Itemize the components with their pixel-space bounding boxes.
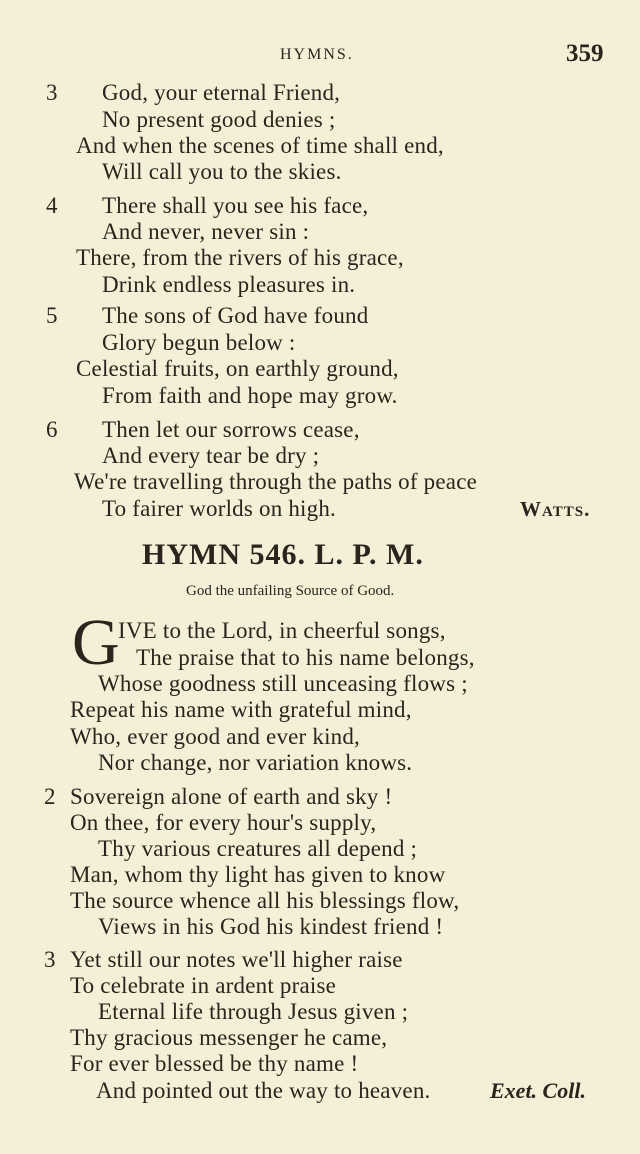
- verse-line: IVE to the Lord, in cheerful songs,: [118, 618, 446, 643]
- hymn-subtitle: God the unfailing Source of Good.: [186, 583, 395, 599]
- hymn-title: HYMN 546. L. P. M.: [142, 538, 424, 571]
- verse-line: Glory begun below :: [102, 330, 296, 355]
- stanza-number: 3: [44, 947, 56, 972]
- verse-line: We're travelling through the paths of peace: [74, 469, 478, 494]
- verse-line: Thy gracious messenger he came,: [70, 1025, 388, 1050]
- verse-line: Who, ever good and ever kind,: [70, 724, 361, 749]
- verse-line: And never, never sin :: [102, 219, 310, 244]
- author-attribution: Exet. Coll.: [490, 1078, 586, 1103]
- verse-line: For ever blessed be thy name !: [70, 1051, 359, 1076]
- drop-cap: G: [72, 606, 120, 679]
- verse-line: There, from the rivers of his grace,: [76, 245, 404, 270]
- verse-line: Views in his God his kindest friend !: [98, 914, 444, 939]
- stanza-number: 5: [46, 303, 58, 328]
- verse-line: God, your eternal Friend,: [102, 80, 341, 105]
- verse-line: Thy various creatures all depend ;: [98, 836, 418, 861]
- verse-line: Celestial fruits, on earthly ground,: [76, 356, 399, 381]
- verse-line: Nor change, nor variation knows.: [98, 750, 413, 775]
- verse-line: Sovereign alone of earth and sky !: [70, 784, 393, 809]
- verse-line: And every tear be dry ;: [102, 443, 320, 468]
- verse-line: The sons of God have found: [102, 303, 369, 328]
- verse-line: To fairer worlds on high.: [102, 496, 336, 521]
- verse-line: The praise that to his name belongs,: [136, 645, 475, 670]
- verse-line: And pointed out the way to heaven.: [96, 1078, 431, 1103]
- verse-line: And when the scenes of time shall end,: [76, 133, 444, 158]
- author-attribution: Watts.: [520, 497, 591, 521]
- stanza-number: 4: [46, 193, 58, 218]
- verse-line: To celebrate in ardent praise: [70, 973, 336, 998]
- stanza-number: 6: [46, 417, 58, 442]
- verse-line: Repeat his name with grateful mind,: [70, 697, 412, 722]
- verse-line: Eternal life through Jesus given ;: [98, 999, 409, 1024]
- verse-line: Will call you to the skies.: [102, 159, 342, 184]
- verse-line: Man, whom thy light has given to know: [70, 862, 446, 887]
- verse-line: The source whence all his blessings flow,: [70, 888, 460, 913]
- stanza-number: 2: [44, 784, 56, 809]
- verse-line: Then let our sorrows cease,: [102, 417, 360, 442]
- verse-line: There shall you see his face,: [102, 193, 369, 218]
- running-head: HYMNS.: [280, 46, 354, 63]
- page-number: 359: [566, 40, 604, 67]
- verse-line: Yet still our notes we'll higher raise: [70, 947, 403, 972]
- stanza-number: 3: [46, 80, 58, 105]
- verse-line: On thee, for every hour's supply,: [70, 810, 377, 835]
- verse-line: No present good denies ;: [102, 107, 336, 132]
- verse-line: Drink endless pleasures in.: [102, 272, 356, 297]
- verse-line: From faith and hope may grow.: [102, 383, 398, 408]
- verse-line: Whose goodness still unceasing flows ;: [98, 671, 468, 696]
